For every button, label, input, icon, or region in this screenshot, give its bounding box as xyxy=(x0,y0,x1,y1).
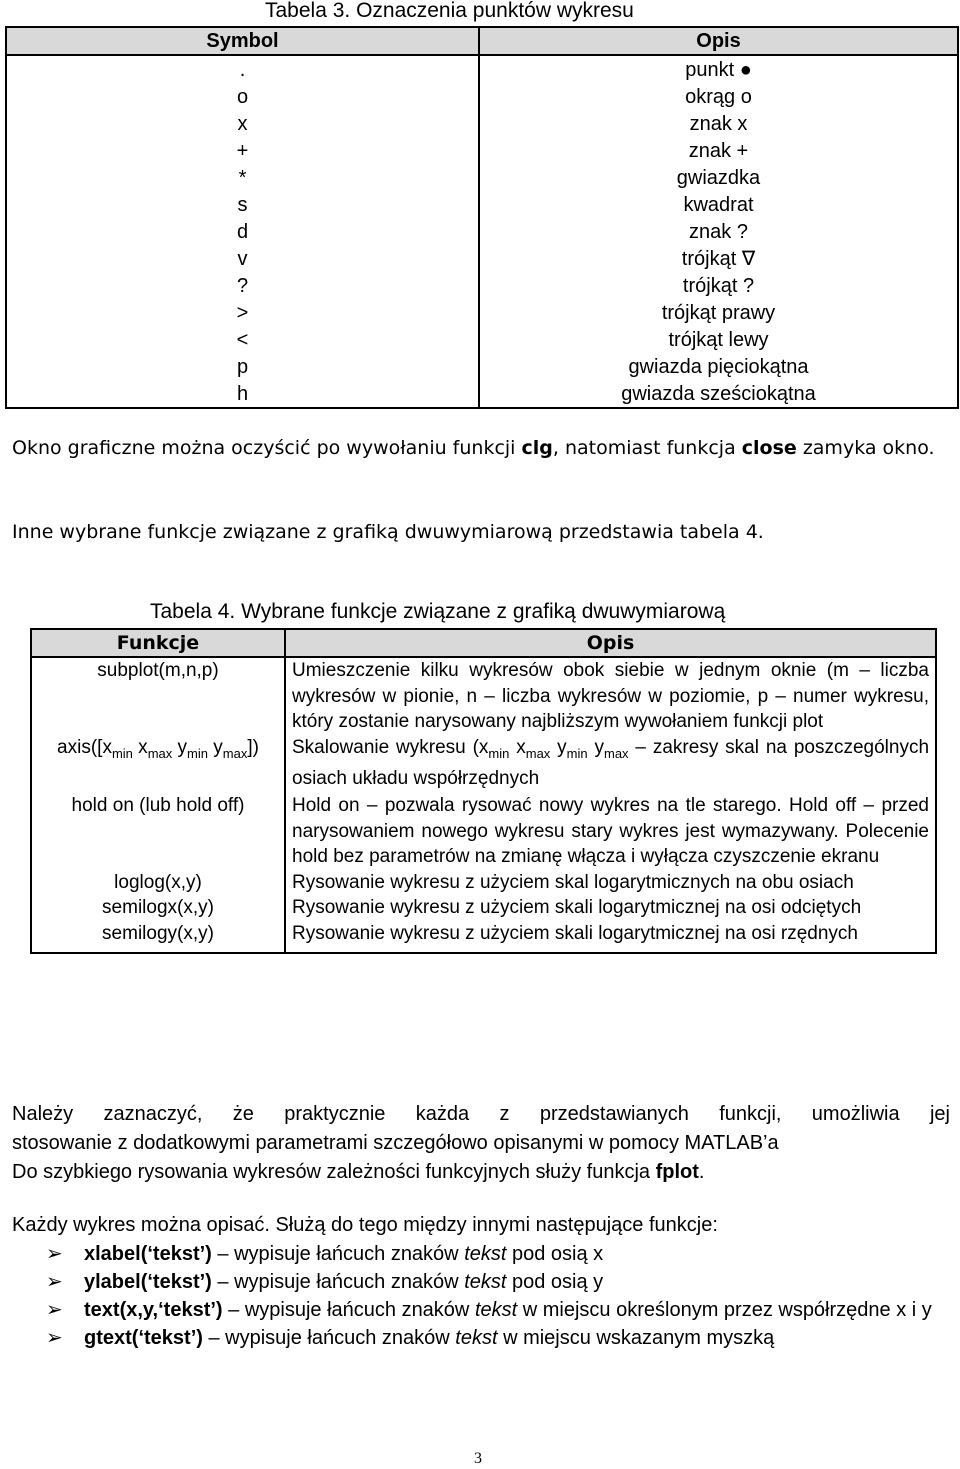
item-text: pod osią y xyxy=(506,1271,604,1293)
item-italic: tekst xyxy=(474,1299,518,1321)
axis-part: axis([x xyxy=(57,736,112,758)
axis-part: y xyxy=(172,736,188,758)
function-description: Rysowanie wykresu z użyciem skali logarytmicznej na osi odciętych xyxy=(285,895,936,921)
description-cell: punkt ● xyxy=(479,55,958,83)
list-item xyxy=(46,1240,951,1268)
sub-min: min xyxy=(187,745,208,761)
sub-max: max xyxy=(525,745,551,761)
item-italic: tekst xyxy=(464,1271,507,1293)
function-description xyxy=(285,735,936,792)
table3-row xyxy=(6,110,958,137)
symbol-cell: h xyxy=(6,380,479,408)
table3-row xyxy=(6,218,958,245)
description-cell: okrąg ο xyxy=(479,83,958,110)
description-cell: znak ? xyxy=(479,218,958,245)
para3-text: Do szybkiego rysowania wykresów zależności funkcyjnych służy funkcja xyxy=(12,1161,656,1183)
arrow-bullet-icon: ➢ xyxy=(46,1243,63,1265)
table4-header-funkcje: Funkcje xyxy=(31,629,285,657)
function-code: text(x,y,‘tekst’) xyxy=(84,1299,223,1321)
table3-body xyxy=(6,55,958,408)
symbol-cell: > xyxy=(6,299,479,326)
table4-header-opis: Opis xyxy=(285,629,936,657)
table3-row xyxy=(6,353,958,380)
desc-part: Skalowanie wykresu (x xyxy=(292,736,489,758)
description-cell: kwadrat xyxy=(479,191,958,218)
function-name: loglog(x,y) xyxy=(31,870,285,896)
desc-part: x xyxy=(509,736,526,758)
para1-text3: zamyka okno. xyxy=(796,437,935,459)
symbol-cell: s xyxy=(6,191,479,218)
table3-row xyxy=(6,191,958,218)
table3-header-row xyxy=(6,27,958,55)
desc-part: – zakresy skal na poszczególnych osiach układu współrzędnych xyxy=(292,736,930,789)
sub-max: max xyxy=(604,745,629,761)
sub-max: max xyxy=(222,745,248,761)
description-cell: trójkąt ∇ xyxy=(479,245,958,272)
para1-text: Okno graficzne można oczyścić po wywołaniu funkcji xyxy=(12,437,522,459)
item-italic: tekst xyxy=(455,1327,498,1349)
paragraph-labels-intro: Każdy wykres można opisać. Służą do tego między innymi następujące funkcje: xyxy=(12,1214,718,1236)
sub-min: min xyxy=(111,745,133,761)
description-cell: gwiazdka xyxy=(479,164,958,191)
para1-clg: clg xyxy=(521,437,553,459)
table3-row xyxy=(6,299,958,326)
description-cell: znak x xyxy=(479,110,958,137)
table4-row xyxy=(31,895,936,921)
table3-row xyxy=(6,380,958,408)
symbol-cell: d xyxy=(6,218,479,245)
axis-part: x xyxy=(132,736,148,758)
page-number: 3 xyxy=(474,1450,482,1467)
label-functions-list xyxy=(46,1240,951,1352)
function-name: subplot(m,n,p) xyxy=(31,657,285,735)
table3-row xyxy=(6,326,958,353)
table3-row xyxy=(6,137,958,164)
item-text: – wypisuje łańcuch znaków xyxy=(202,1327,456,1349)
para3-line3 xyxy=(12,1158,950,1187)
para3-period: . xyxy=(698,1161,705,1183)
table4-row xyxy=(31,735,936,792)
fplot-keyword: fplot xyxy=(655,1161,699,1183)
function-name: semilogy(x,y) xyxy=(31,921,285,954)
para1-text2: , natomiast funkcja xyxy=(552,437,742,459)
axis-part: ]) xyxy=(247,736,259,758)
function-description: Hold on – pozwala rysować nowy wykres na tle starego. Hold off – przed narysowaniem nowego wykresu stary wykres jest wymazywany. Polecenie hold bez parametrów na zmianę włącza i wyłącza czyszczenie ekranu xyxy=(285,791,936,870)
symbol-cell: v xyxy=(6,245,479,272)
table4-caption: Tabela 4. Wybrane funkcje związane z grafiką dwuwymiarową xyxy=(150,600,726,623)
table4-row xyxy=(31,921,936,954)
symbol-cell: < xyxy=(6,326,479,353)
function-code: gtext(‘tekst’) xyxy=(84,1327,203,1349)
list-item xyxy=(46,1296,951,1324)
table4-header-row xyxy=(31,629,936,657)
symbol-cell: ο xyxy=(6,83,479,110)
arrow-bullet-icon: ➢ xyxy=(46,1271,63,1293)
function-description: Umieszczenie kilku wykresów obok siebie w jednym oknie (m – liczba wykresów w pionie, n – liczba wykresów w poziomie, p – numer wykresu, który zostanie narysowany najbliższym wywołaniem funkcji plot xyxy=(285,657,936,735)
description-cell: gwiazda pięciokątna xyxy=(479,353,958,380)
table3-row xyxy=(6,55,958,83)
symbol-cell: p xyxy=(6,353,479,380)
para1-close: close xyxy=(741,437,797,459)
description-cell: znak + xyxy=(479,137,958,164)
symbol-cell: + xyxy=(6,137,479,164)
table3-header-opis: Opis xyxy=(479,27,958,55)
function-name: hold on (lub hold off) xyxy=(31,791,285,870)
sub-max: max xyxy=(147,745,173,761)
function-description: Rysowanie wykresu z użyciem skali logarytmicznej na osi rzędnych xyxy=(285,921,936,954)
function-name xyxy=(31,735,285,792)
list-item xyxy=(46,1324,951,1352)
item-text: w miejscu wskazanym myszką xyxy=(497,1327,775,1349)
arrow-bullet-icon: ➢ xyxy=(46,1327,63,1349)
description-cell: trójkąt lewy xyxy=(479,326,958,353)
table3-row xyxy=(6,164,958,191)
description-cell: gwiazda sześciokątna xyxy=(479,380,958,408)
paragraph-table4-intro: Inne wybrane funkcje związane z grafiką dwuwymiarową przedstawia tabela 4. xyxy=(12,521,764,543)
description-cell: trójkąt prawy xyxy=(479,299,958,326)
paragraph-matlab-note xyxy=(12,1100,950,1187)
function-code: xlabel(‘tekst’) xyxy=(84,1243,212,1265)
table3-row xyxy=(6,272,958,299)
desc-part: y xyxy=(587,736,604,758)
arrow-bullet-icon: ➢ xyxy=(46,1299,63,1321)
function-name: semilogx(x,y) xyxy=(31,895,285,921)
para3-line1: Należy zaznaczyć, że praktycznie każda z przedstawianych funkcji, umożliwia jej xyxy=(12,1103,950,1125)
item-text: w miejscu określonym przez współrzędne x i y xyxy=(517,1299,932,1321)
table3-row xyxy=(6,245,958,272)
item-text: – wypisuje łańcuch znaków xyxy=(211,1271,465,1293)
item-text: – wypisuje łańcuch znaków xyxy=(211,1243,465,1265)
table4-row xyxy=(31,870,936,896)
function-code: ylabel(‘tekst’) xyxy=(84,1271,212,1293)
item-text: pod osią x xyxy=(506,1243,604,1265)
para3-line2: stosowanie z dodatkowymi parametrami szczegółowo opisanymi w pomocy MATLAB’a xyxy=(12,1132,779,1154)
symbol-cell: ? xyxy=(6,272,479,299)
table3-row xyxy=(6,83,958,110)
table4-row xyxy=(31,657,936,735)
sub-min: min xyxy=(488,745,510,761)
table3 xyxy=(5,26,959,409)
description-cell: trójkąt ? xyxy=(479,272,958,299)
symbol-cell: . xyxy=(6,55,479,83)
axis-part: y xyxy=(207,736,223,758)
paragraph-clg-close xyxy=(12,434,950,463)
symbol-cell: x xyxy=(6,110,479,137)
symbol-cell: * xyxy=(6,164,479,191)
table4-row xyxy=(31,791,936,870)
table3-header-symbol: Symbol xyxy=(6,27,479,55)
item-italic: tekst xyxy=(464,1243,507,1265)
sub-min: min xyxy=(566,745,588,761)
list-item xyxy=(46,1268,951,1296)
desc-part: y xyxy=(550,736,567,758)
function-description: Rysowanie wykresu z użyciem skal logarytmicznych na obu osiach xyxy=(285,870,936,896)
table3-caption: Tabela 3. Oznaczenia punktów wykresu xyxy=(265,0,634,22)
table4 xyxy=(30,628,937,954)
item-text: – wypisuje łańcuch znaków xyxy=(222,1299,475,1321)
